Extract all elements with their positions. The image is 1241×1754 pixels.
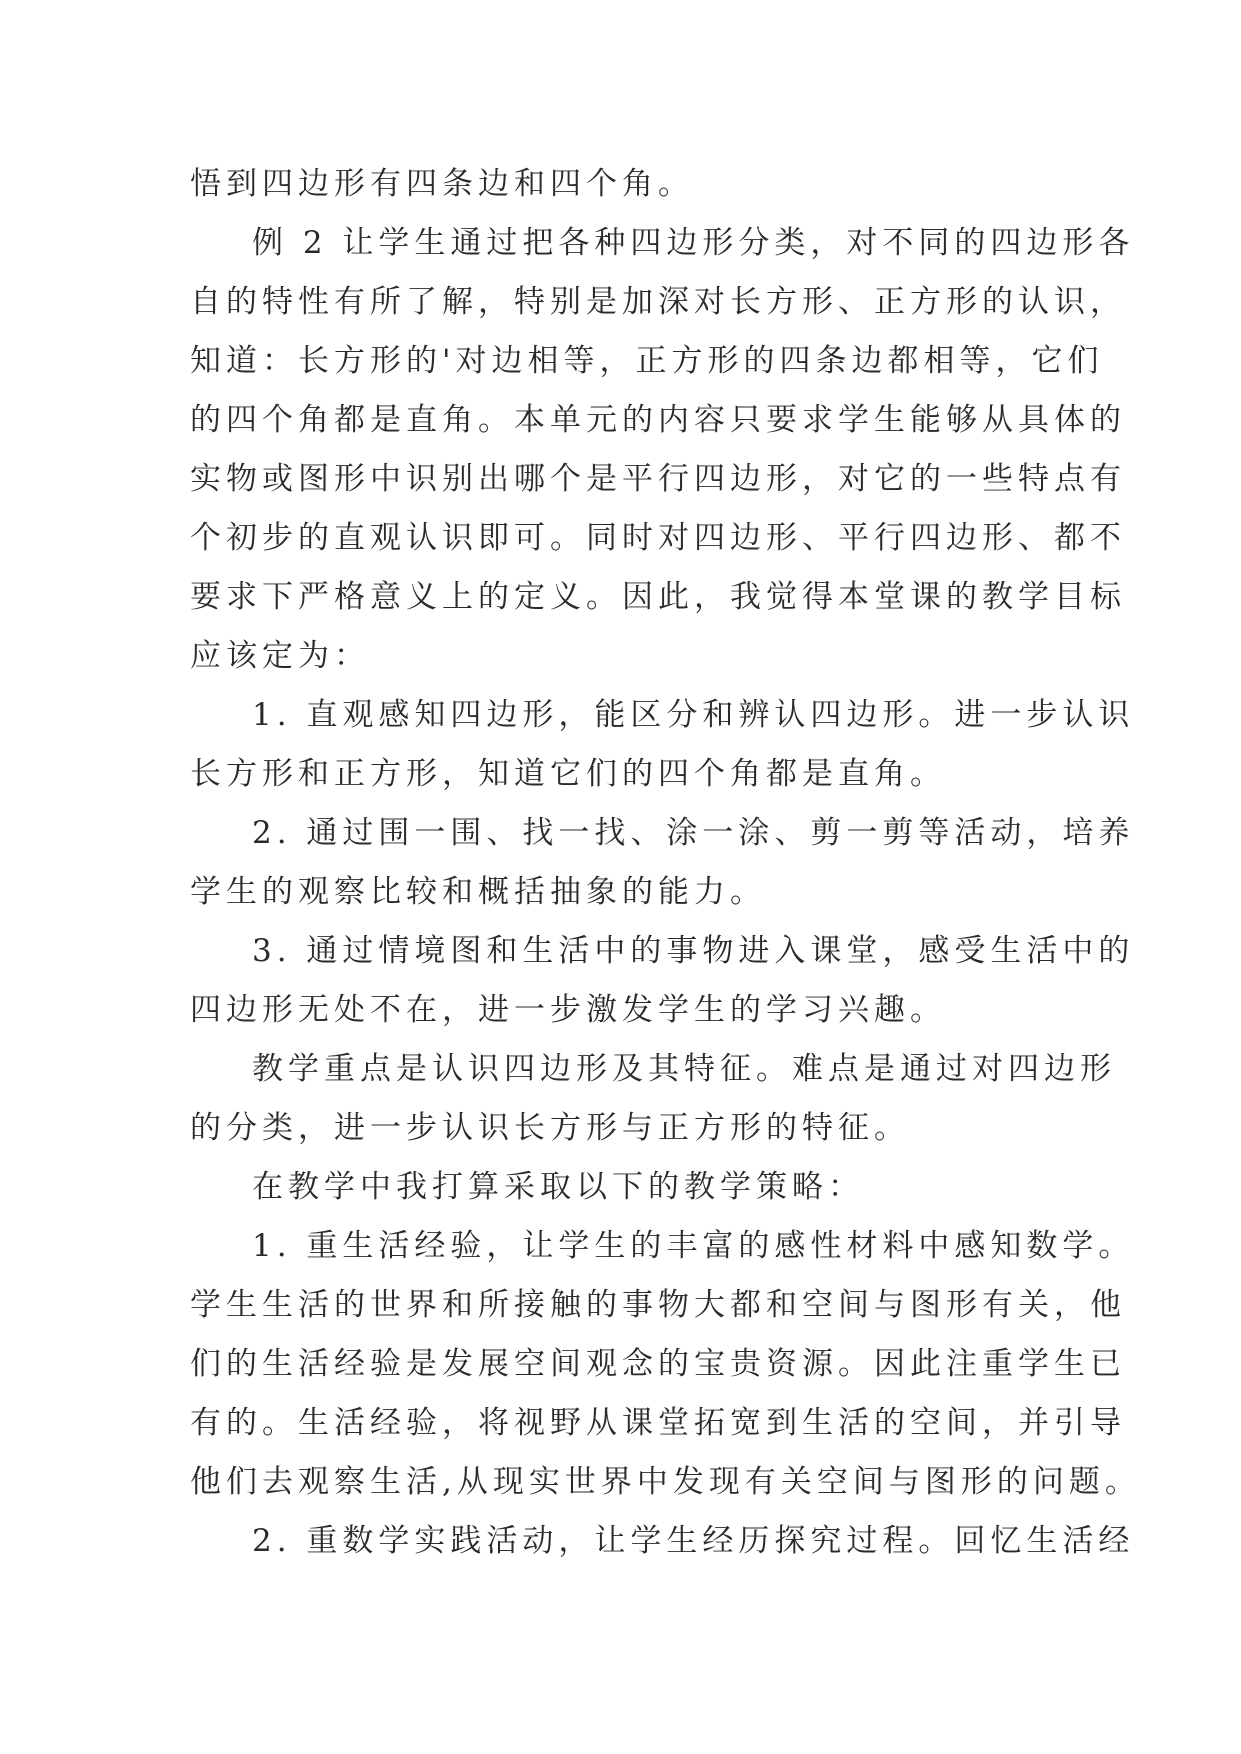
text-line-18: 在教学中我打算采取以下的教学策略： bbox=[252, 1169, 864, 1205]
text-line-20: 学生生活的世界和所接触的事物大都和空间与图形有关，他 bbox=[190, 1287, 1126, 1323]
text-line-12: 2. 通过围一围、找一找、涂一涂、剪一剪等活动，培养 bbox=[252, 815, 1135, 851]
text-line-8: 要求下严格意义上的定义。因此，我觉得本堂课的教学目标 bbox=[190, 579, 1126, 615]
text-line-14: 3. 通过情境图和生活中的事物进入课堂，感受生活中的 bbox=[252, 933, 1135, 969]
text-line-7: 个初步的直观认识即可。同时对四边形、平行四边形、都不 bbox=[190, 520, 1126, 556]
text-line-5: 的四个角都是直角。本单元的内容只要求学生能够从具体的 bbox=[190, 402, 1126, 438]
text-line-9: 应该定为： bbox=[190, 638, 370, 674]
body-text bbox=[190, 155, 1141, 1571]
text-line-23: 他们去观察生活,从现实世界中发现有关空间与图形的问题。 bbox=[190, 1464, 1141, 1500]
text-line-10: 1. 直观感知四边形，能区分和辨认四边形。进一步认识 bbox=[252, 697, 1135, 733]
text-line-19: 1. 重生活经验，让学生的丰富的感性材料中感知数学。 bbox=[252, 1228, 1135, 1264]
text-line-3: 自的特性有所了解，特别是加深对长方形、正方形的认识， bbox=[190, 284, 1126, 320]
text-line-1: 悟到四边形有四条边和四个角。 bbox=[190, 166, 694, 202]
text-line-15: 四边形无处不在，进一步激发学生的学习兴趣。 bbox=[190, 992, 946, 1028]
text-line-22: 有的。生活经验，将视野从课堂拓宽到生活的空间，并引导 bbox=[190, 1405, 1126, 1441]
text-line-2: 例 2 让学生通过把各种四边形分类，对不同的四边形各 bbox=[252, 225, 1135, 261]
text-line-17: 的分类，进一步认识长方形与正方形的特征。 bbox=[190, 1110, 910, 1146]
text-line-16: 教学重点是认识四边形及其特征。难点是通过对四边形 bbox=[252, 1051, 1116, 1087]
text-line-6: 实物或图形中识别出哪个是平行四边形，对它的一些特点有 bbox=[190, 461, 1126, 497]
text-line-4: 知道：长方形的'对边相等，正方形的四条边都相等，它们 bbox=[190, 343, 1104, 379]
text-line-21: 们的生活经验是发展空间观念的宝贵资源。因此注重学生已 bbox=[190, 1346, 1126, 1382]
text-line-13: 学生的观察比较和概括抽象的能力。 bbox=[190, 874, 766, 910]
text-line-24: 2. 重数学实践活动，让学生经历探究过程。回忆生活经 bbox=[252, 1523, 1135, 1559]
text-line-11: 长方形和正方形，知道它们的四个角都是直角。 bbox=[190, 756, 946, 792]
